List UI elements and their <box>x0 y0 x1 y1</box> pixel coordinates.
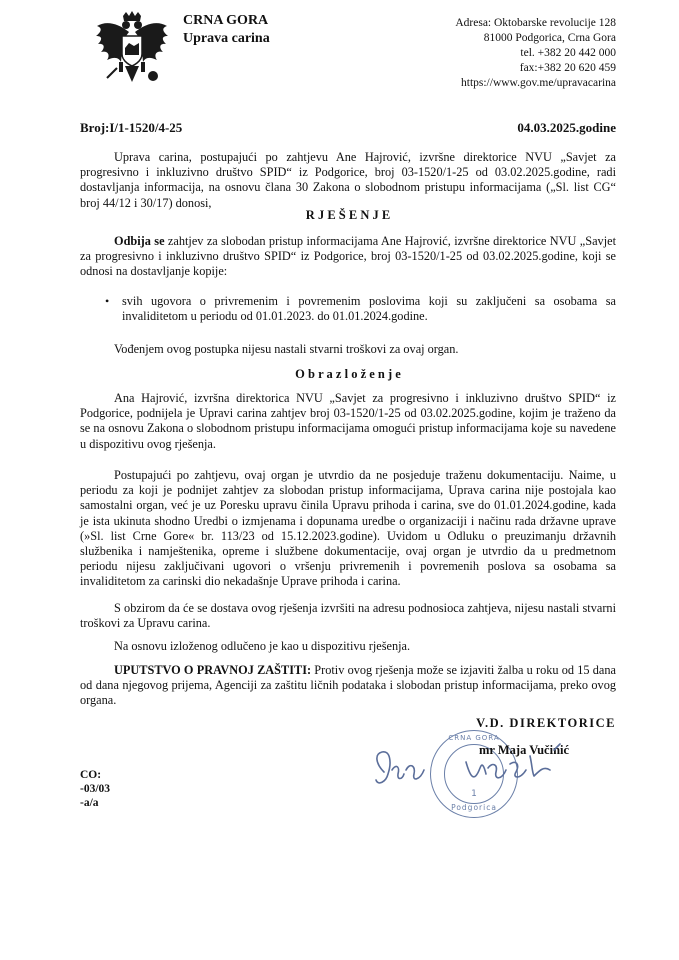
fax-line: fax:+382 20 620 459 <box>519 62 616 74</box>
document-date: 04.03.2025.godine <box>517 120 616 135</box>
legal-instruction-lead: UPUTSTVO O PRAVNOJ ZAŠTITI: <box>114 663 312 677</box>
coat-of-arms-icon <box>93 10 171 86</box>
costs-statement: Vođenjem ovog postupka nijesu nastali stvarni troškovi za ovaj organ. <box>114 342 459 356</box>
signatory-role: V.D. DIREKTORICE <box>476 716 616 730</box>
decision-lead: Odbija se <box>114 234 165 248</box>
seal-bottom-text: Podgorica <box>451 803 497 812</box>
bullet-dot-icon: • <box>105 294 110 308</box>
footer-code: -a/a <box>80 797 99 809</box>
decision-title: R J E Š E N J E <box>305 208 391 222</box>
website-line: https://www.gov.me/upravacarina <box>461 77 616 89</box>
decision-paragraph <box>80 234 616 280</box>
country-name: CRNA GORA <box>183 13 269 28</box>
footer-codes <box>80 768 110 810</box>
decision-text: zahtjev za slobodan pristup informacijama Ane Hajrović, izvršne direktorice NVU „Savjet za progresivno i inkluzivno društvo SPID“ iz Podgorice, broj 03-1520/1-25 od 03.02.2025.godine, koji se odnosi na dostavljanje kopije: <box>80 234 616 279</box>
legal-instruction-text: Protiv ovog rješenja može se izjaviti žalba u roku od 15 dana od dana njegovog prijema, Agenciji za zaštitu ličnih podataka i slobodan pristup informacijama, preko ovog organa. <box>80 663 616 708</box>
reasoning-paragraph-2: Postupajući po zahtjevu, ovaj organ je utvrdio da ne posjeduje traženu dokumentaciju. Naime, u periodu za koji je podnijet zahtjev za slobodan pristup informacijama, Uprava carina nije postojala kao samostalni organ, već je uz Poresku upravu činila Upravu prihoda i carina, sve do 01.01.2024.godine, kada je ista ukinuta shodno Uredbi o izmjenama i dopunama uredbe o organizaciji i načinu rada državne uprave (»Sl. list Crne Gore« br. 113/23 od 15.12.2023.godine). Uvidom u Odluku o preuzimanju državnih službenika i namještenika, opreme i službene dokumentacije, ovaj organ je utvrdio da u predmetnom periodu nijesu zaključivani ugovori o vršenju privremenih i povremenih poslova sa osobama sa invaliditetom za carinski dio nekadašnje Uprave prihoda i carina. <box>80 468 616 589</box>
seal-number: 1 <box>471 789 477 799</box>
address-line: Adresa: Oktobarske revolucije 128 <box>455 17 616 29</box>
reference-number: Broj:I/1-1520/4-25 <box>80 120 183 135</box>
reasoning-paragraph-3: S obzirom da će se dostava ovog rješenja izvršiti na adresu podnosioca zahtjeva, nijesu nastali stvarni troškovi za Upravu carina. <box>80 601 616 631</box>
footer-code: -03/03 <box>80 783 111 795</box>
phone-line: tel. +382 20 442 000 <box>520 47 616 59</box>
address-line: 81000 Podgorica, Crna Gora <box>483 32 616 44</box>
handwritten-signature <box>370 740 585 800</box>
seal-top-text: CRNA GORA <box>448 734 500 742</box>
decision-bullet: svih ugovora o privremenim i povremenim poslovima koji su zaključeni sa osobama sa invaliditetom u periodu od 01.01.2023. do 01.01.2024.godine. <box>122 294 616 324</box>
signatory-name: mr Maja Vučinić <box>479 743 570 757</box>
intro-paragraph: Uprava carina, postupajući po zahtjevu Ane Hajrović, izvršne direktorice NVU „Savjet za progresivno i inkluzivno društvo SPID“ iz Podgorice, broj 03-1520/1-25 od 03.02.2025.godine, radi dostavljanja informacija, na osnovu člana 30 Zakona o slobodnom pristupu informacijama („Sl. list CG“ broj 44/12 i 30/17) donosi, <box>80 150 616 210</box>
address-block <box>356 16 616 91</box>
reasoning-title: O b r a z l o ž e n j e <box>295 367 401 381</box>
legal-instruction <box>80 663 616 709</box>
reasoning-paragraph-1: Ana Hajrović, izvršna direktorica NVU „Savjet za progresivno i inkluzivno društvo SPID“ iz Podgorice, podnijela je Upravi carina zahtjev broj 03-1520/1-25 od 03.02.2025.godine, kojim je traženo da se na osnovu Zakona o slobodnom pristupu informacijama omogući pristup informacijama koje su navedene u dispozitivu ovog rješenja. <box>80 391 616 451</box>
reasoning-paragraph-4: Na osnovu izloženog odlučeno je kao u dispozitivu rješenja. <box>114 639 411 653</box>
institution-name: Uprava carina <box>183 31 270 46</box>
footer-code: CO: <box>80 769 102 781</box>
